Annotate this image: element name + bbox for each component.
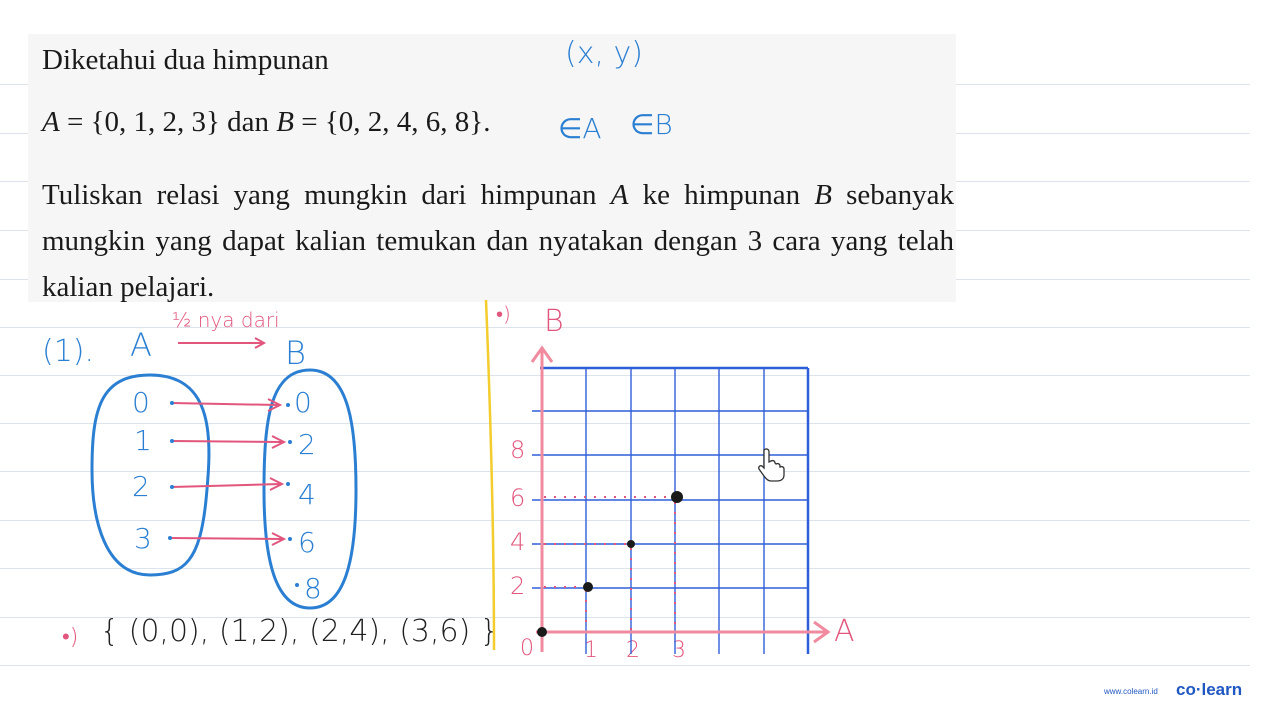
- domain-oval: [92, 375, 209, 575]
- set-a-symbol: A: [610, 179, 629, 211]
- y-tick-label: 6: [510, 484, 526, 512]
- set-b-label: B: [285, 334, 306, 372]
- guide-lines: [544, 497, 675, 630]
- relation-label: ½ nya dari: [172, 308, 280, 332]
- question-text: Tuliskan relasi yang mungkin dari himpunan: [42, 179, 611, 211]
- codomain-element: 2: [298, 428, 316, 461]
- codomain-element: 6: [298, 526, 316, 559]
- y-tick-label: 4: [510, 528, 526, 556]
- codomain-element: 8: [304, 572, 322, 605]
- divider-line: [486, 300, 494, 650]
- domain-element: 2: [132, 470, 150, 503]
- hand-cursor-icon: [759, 449, 784, 481]
- pairs-bullet: •): [62, 625, 79, 650]
- graph-point-0-0: [537, 627, 547, 637]
- question-text: sebanyak mungkin yang dapat kalian temukan dan nyatakan dengan 3 cara yang telah kalian pelajari.: [42, 179, 955, 303]
- set-b-symbol: B: [276, 106, 295, 138]
- x-tick-label: 3: [672, 638, 686, 663]
- grid-lines: [532, 368, 808, 654]
- domain-element: 3: [134, 522, 152, 555]
- set-a-definition: = {0, 1, 2, 3} dan: [59, 106, 277, 138]
- x-tick-label: 2: [626, 638, 640, 663]
- graph-point-1-2: [583, 582, 593, 592]
- graph-point-2-4: [627, 540, 635, 548]
- codomain-element: 0: [294, 386, 312, 419]
- set-a-label: A: [130, 326, 152, 364]
- y-tick-label: 8: [510, 436, 526, 464]
- y-member-annotation: ∈B: [630, 108, 673, 141]
- mapping-dots: [168, 401, 299, 587]
- brand-site: www.colearn.id: [1104, 687, 1158, 696]
- origin-label: 0: [520, 636, 534, 661]
- pair-notation: (x, y): [565, 36, 643, 71]
- y-axis-label: B: [544, 304, 564, 339]
- x-tick-label: 1: [584, 638, 598, 663]
- brand-logo: co·learn: [1176, 680, 1243, 699]
- y-tick-label: 2: [510, 572, 526, 600]
- method1-label: (1).: [42, 334, 95, 369]
- question-line-1: Diketahui dua himpunan: [42, 44, 329, 76]
- x-axis-label: A: [834, 614, 855, 649]
- x-member-annotation: ∈A: [558, 112, 602, 145]
- domain-element: 0: [132, 386, 150, 419]
- graph-point-3-6: [671, 491, 683, 503]
- set-b-definition: = {0, 2, 4, 6, 8}.: [294, 106, 491, 138]
- graph-bullet: •): [496, 302, 511, 326]
- ordered-pairs: { (0,0), (1,2), (2,4), (3,6) }: [100, 614, 499, 649]
- codomain-element: 4: [298, 478, 316, 511]
- question-text: ke himpunan: [628, 179, 815, 211]
- set-a-symbol: A: [42, 106, 60, 138]
- domain-element: 1: [134, 424, 152, 457]
- set-b-symbol: B: [814, 179, 832, 211]
